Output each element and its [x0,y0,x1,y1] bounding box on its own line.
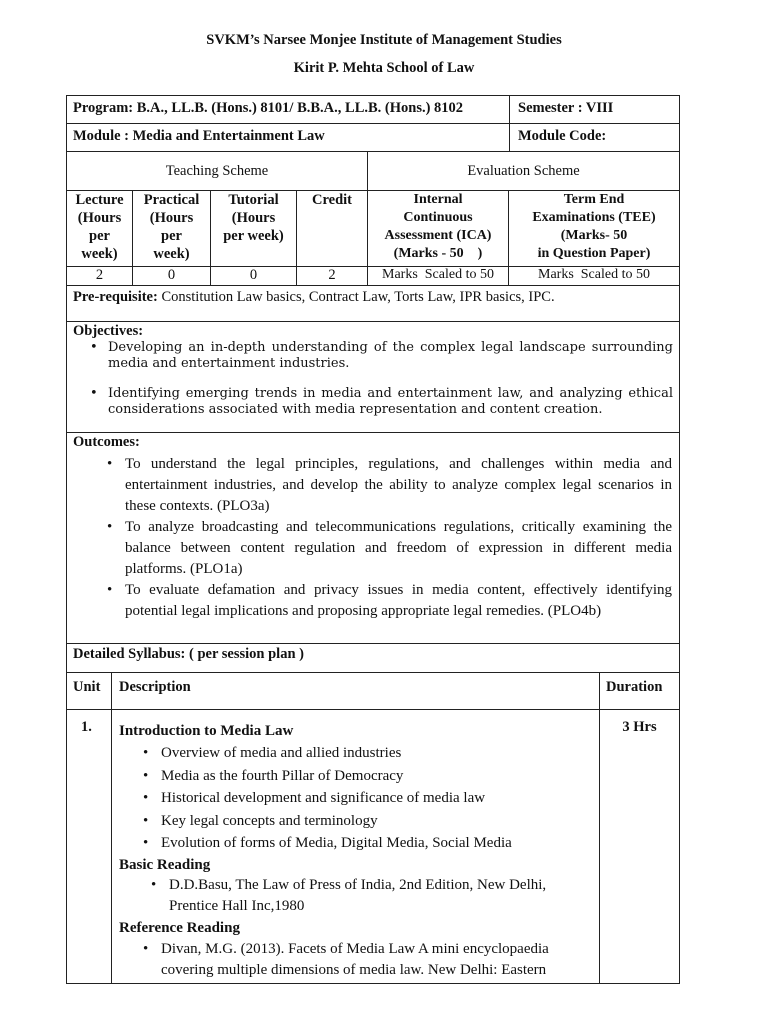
reference-reading-title: Reference Reading [119,919,240,936]
syllabus-title: Detailed Syllabus: ( per session plan ) [73,646,304,662]
unit-header: Unit [73,679,101,695]
outcome-item: • To evaluate defamation and privacy issues in media content, effectively identifying potential legal implications and proposing appropriate legal remedies. (PLO4b) [125,580,672,622]
prerequisite-row [66,285,680,322]
tee-header: Term End Examinations (TEE) (Marks- 50 in Question Paper) [532,192,656,261]
objectives-section [66,321,680,433]
divider [509,124,510,151]
credit-value: 2 [328,267,336,283]
module-prefix: Module : [73,128,133,144]
tutorial-header: Tutorial (Hours per week) [223,192,284,244]
practical-value: 0 [167,267,176,283]
credit-header: Credit [311,192,352,208]
objectives-list [108,340,673,418]
module-label [73,128,325,145]
prerequisite-label: Pre-requisite: [73,289,158,305]
lecture-value: 2 [95,267,104,283]
ica-value: Marks Scaled to 50 [382,267,494,282]
unit-number: 1. [81,719,92,735]
objectives-title: Objectives: [73,323,144,339]
program-row [66,95,680,124]
basic-reading-list [119,875,589,917]
ica-header: Internal Continuous Assessment (ICA) (Marks - 50 ) [384,192,492,261]
basic-reading-item: • D.D.Basu, The Law of Press of India, 2nd Edition, New Delhi, Prentice Hall Inc,1980 [169,875,589,917]
school-title: Kirit P. Mehta School of Law [293,60,475,76]
syllabus-table [66,672,680,984]
evaluation-title: Evaluation Scheme [467,163,580,179]
objective-item: • Developing an in-depth understanding of the complex legal landscape surrounding media and entertainment industries. [108,340,673,372]
reference-reading-item: • Divan, M.G. (2013). Facets of Media Law A mini encyclopaedia covering multiple dimensions of media law. New Delhi: Eastern [161,939,591,981]
tutorial-value: 0 [249,267,258,283]
program-label: Program: B.A., LL.B. (Hons.) 8101/ B.B.A., LL.B. (Hons.) 8102 [73,100,464,116]
module-name: Media and Entertainment Law [132,128,325,144]
topic-item: • Historical development and significance of media law [161,787,589,810]
outcomes-section [66,432,680,644]
practical-header: Practical (Hours per week) [143,192,200,262]
teaching-title: Teaching Scheme [165,163,269,179]
semester-label: Semester : VIII [518,100,614,116]
module-row [66,123,680,152]
duration-header: Duration [606,679,663,695]
divider [111,673,112,983]
topic-item: • Key legal concepts and terminology [161,810,589,833]
outcome-item: • To analyze broadcasting and telecommunications regulations, critically examining the balance between content regulation and freedom of expression in different media platforms. (PLO1a) [125,517,672,580]
divider [509,96,510,123]
divider [67,709,679,710]
reference-reading-list [119,939,591,981]
unit-duration: 3 Hrs [622,719,657,735]
module-code-label: Module Code: [518,128,607,144]
tee-value: Marks Scaled to 50 [538,267,650,282]
topic-list [119,742,589,855]
prerequisite-line [73,289,555,306]
basic-reading-title: Basic Reading [119,856,211,873]
description-header: Description [119,679,191,695]
topic-item: • Evolution of forms of Media, Digital Media, Social Media [161,832,589,855]
outcomes-title: Outcomes: [73,434,140,450]
objective-item: • Identifying emerging trends in media and entertainment law, and analyzing ethical considerations associated with media representation and content creation. [108,386,673,418]
syllabus-title-row [66,643,680,673]
unit-description [119,719,589,981]
institute-title: SVKM’s Narsee Monjee Institute of Management Studies [206,32,562,48]
outcomes-list [125,454,672,622]
topic-item: • Media as the fourth Pillar of Democracy [161,765,589,788]
scheme-table [66,151,680,286]
outcome-item: • To understand the legal principles, regulations, and challenges within media and entertainment industries, and develop the ability to analyze complex legal scenarios in these contexts. (PLO3a) [125,454,672,517]
topic-item: • Overview of media and allied industries [161,742,589,765]
lecture-header: Lecture (Hours per week) [75,192,124,262]
unit-title: Introduction to Media Law [119,723,294,739]
prerequisite-text: Constitution Law basics, Contract Law, Torts Law, IPR basics, IPC. [157,289,555,305]
